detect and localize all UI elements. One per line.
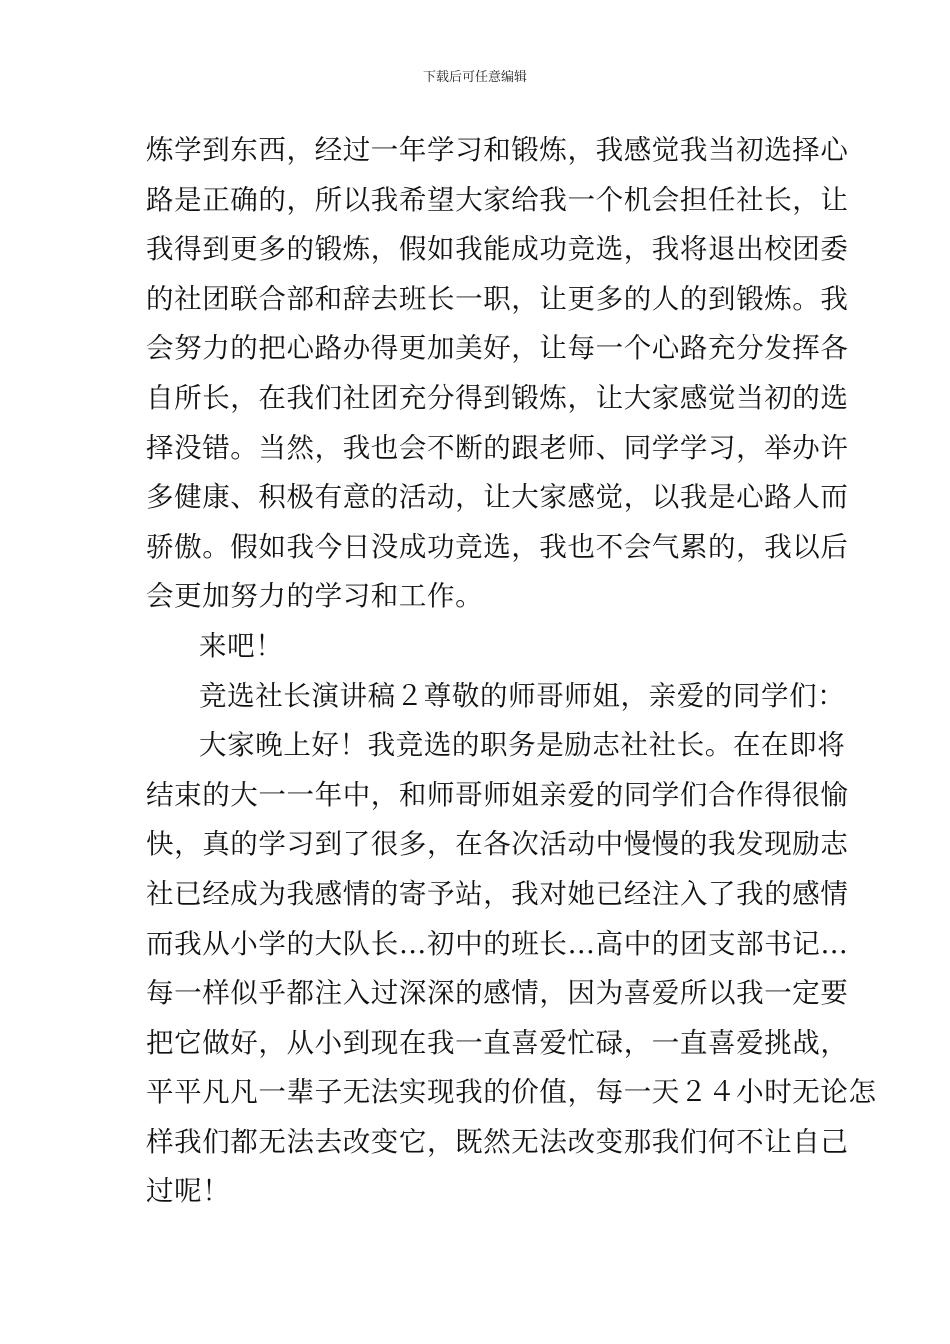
text-line: 我得到更多的锻炼，假如我能成功竞选，我将退出校团委 xyxy=(146,233,849,266)
text-line: 结束的大一一年中，和师哥师姐亲爱的同学们合作得很愉 xyxy=(146,778,849,811)
page-header: 下载后可任意编辑 xyxy=(422,70,527,85)
text-line: 择没错。当然，我也会不断的跟老师、同学学习，举办许 xyxy=(146,431,849,464)
text-line: 过呢！ xyxy=(146,1175,231,1208)
text-line: 样我们都无法去改变它，既然无法改变那我们何不让自己 xyxy=(146,1125,849,1158)
text-line: 骄傲。假如我今日没成功竞选，我也不会气累的，我以后 xyxy=(146,530,849,563)
text-line: 快，真的学习到了很多，在各次活动中慢慢的我发现励志 xyxy=(146,828,849,861)
text-line: 竞选社长演讲稿２尊敬的师哥师姐，亲爱的同学们： xyxy=(199,679,846,712)
text-line: 来吧！ xyxy=(199,629,284,662)
text-line: 每一样似乎都注入过深深的感情，因为喜爱所以我一定要 xyxy=(146,977,849,1010)
document-body xyxy=(146,126,877,1217)
text-line: 会更加努力的学习和工作。 xyxy=(146,580,484,613)
text-line: 大家晚上好！我竞选的职务是励志社社长。在在即将 xyxy=(199,729,846,762)
text-line: 炼学到东西，经过一年学习和锻炼，我感觉我当初选择心 xyxy=(146,134,849,166)
text-line: 的社团联合部和辞去班长一职，让更多的人的到锻炼。我 xyxy=(146,282,849,315)
text-line: 社已经成为我感情的寄予站，我对她已经注入了我的感情 xyxy=(146,877,849,910)
text-line: 会努力的把心路办得更加美好，让每一个心路充分发挥各 xyxy=(146,332,849,365)
text-line: 平平凡凡一辈子无法实现我的价值，每一天２４小时无论怎 xyxy=(146,1076,877,1109)
text-line: 路是正确的，所以我希望大家给我一个机会担任社长，让 xyxy=(146,183,849,216)
text-line: 把它做好，从小到现在我一直喜爱忙碌，一直喜爱挑战， xyxy=(146,1026,849,1059)
text-line: 多健康、积极有意的活动，让大家感觉，以我是心路人而 xyxy=(146,481,849,514)
text-line: 自所长，在我们社团充分得到锻炼，让大家感觉当初的选 xyxy=(146,381,849,414)
text-line: 而我从小学的大队长…初中的班长…高中的团支部书记… xyxy=(146,927,849,960)
